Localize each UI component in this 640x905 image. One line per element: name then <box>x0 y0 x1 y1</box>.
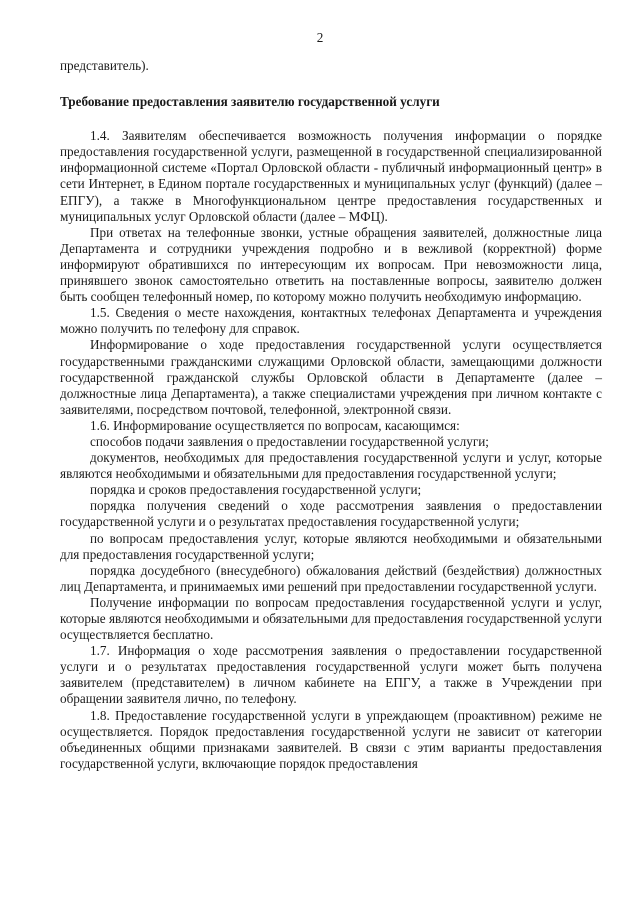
paragraph-1-6: 1.6. Информирование осуществляется по вопросам, касающимся: <box>90 417 460 433</box>
paragraph-phone-answers: При ответах на телефонные звонки, устные обращения заявителей, должностные лица Департамента и сотрудники учреждения подробно и в вежливой (корректной) форме информируют обратившихся по интересующим их вопросам. При невозможности лица, принявшего звонок самостоятельно ответить на поставленные вопросы, заявителю должен быть сообщен телефонный номер, по которому можно получить необходимую информацию. <box>60 224 602 305</box>
list-item-progress-info: порядка получения сведений о ходе рассмотрения заявления о предоставлении государственной услуги и о результатах предоставления государственной услуги; <box>60 498 602 530</box>
document-body <box>60 58 602 772</box>
section-title: Требование предоставления заявителю государственной услуги <box>60 94 440 110</box>
list-item-terms: порядка и сроков предоставления государственной услуги; <box>90 482 422 498</box>
list-item-submission-methods: способов подачи заявления о предоставлении государственной услуги; <box>90 433 489 449</box>
list-item-documents: документов, необходимых для предоставления государственной услуги и услуг, которые являются необходимыми и обязательными для предоставления государственной услуги; <box>60 450 602 482</box>
paragraph-1-8: 1.8. Предоставление государственной услуги в упреждающем (проактивном) режиме не осуществляется. Порядок предоставления государственной услуги не зависит от категории объединенных общими признаками заявителей. В связи с этим варианты предоставления государственной услуги, включающие порядок предоставления <box>60 707 602 771</box>
page-number: 2 <box>316 30 324 45</box>
paragraph-1-7: 1.7. Информация о ходе рассмотрения заявления о предоставлении государственной услуги и о результатах предоставления государственной услуги может быть получена заявителем (представителем) в личном кабинете на ЕПГУ, а также в Учреждении при обращении заявителя лично, по телефону. <box>60 643 602 707</box>
paragraph-1-4: 1.4. Заявителям обеспечивается возможность получения информации о порядке предоставления государственной услуги, размещенной в государственной специализированной информационной системе «Портал Орловской области - публичный информационный центр» в сети Интернет, в Едином портале государственных и муниципальных услуг (функций) (далее – ЕПГУ), а также в Многофункциональном центре предоставления государственных и муниципальных услуг Орловской области (далее – МФЦ). <box>60 128 602 224</box>
paragraph-1-5: 1.5. Сведения о месте нахождения, контактных телефонах Департамента и учреждения можно получить по телефону для справок. <box>60 305 602 337</box>
list-item-related-services: по вопросам предоставления услуг, которые являются необходимыми и обязательными для предоставления государственной услуги; <box>60 530 602 562</box>
paragraph-informing: Информирование о ходе предоставления государственной услуги осуществляется государственными гражданскими служащими Орловской области, замещающими должности государственной гражданской службы Орловской области в Департаменте (далее – должностные лица Департамента), а также специалистами учреждения при личном контакте с заявителями, посредством почтовой, телефонной, электронной связи. <box>60 337 602 417</box>
paragraph-free-of-charge: Получение информации по вопросам предоставления государственной услуги и услуг, которые являются необходимыми и обязательными для предоставления государственной услуги осуществляется бесплатно. <box>60 594 602 643</box>
list-item-appeal: порядка досудебного (внесудебного) обжалования действий (бездействия) должностных лиц Департамента, и принимаемых ими решений при предоставлении государственной услуги. <box>60 562 602 594</box>
opening-line: представитель). <box>60 58 149 73</box>
